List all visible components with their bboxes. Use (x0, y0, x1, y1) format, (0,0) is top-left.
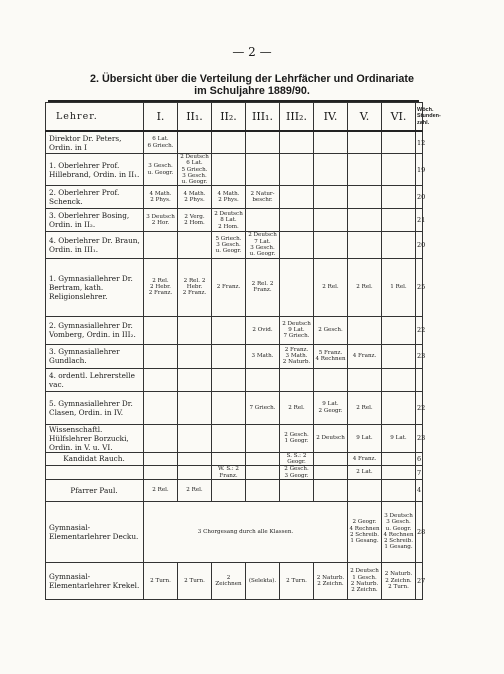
teacher-name: Kandidat Rauch. (46, 452, 144, 466)
teacher-name: 2. Gymnasiallehrer Dr. Vomberg, Ordin. in III₂. (46, 316, 144, 344)
cell-class-IV (314, 232, 348, 258)
weekly-hours: 20 (416, 186, 423, 209)
cell-class-III1 (246, 368, 280, 391)
cell-class-III1: 7 Griech. (246, 391, 280, 424)
cell-class-III2 (280, 209, 314, 232)
weekly-hours: 27 (416, 562, 423, 599)
cell-class-I (144, 452, 178, 466)
cell-class-IV: 5 Franz. 4 Rechnen (314, 344, 348, 368)
cell-class-II2 (212, 344, 246, 368)
cell-class-VI (382, 368, 416, 391)
cell-class-IV (314, 154, 348, 186)
cell-class-VI (382, 232, 416, 258)
cell-class-II2 (212, 131, 246, 154)
cell-class-V (348, 479, 382, 501)
cell-class-I (144, 424, 178, 452)
cell-class-V: 4 Franz. (348, 452, 382, 466)
weekly-hours: 23 (416, 344, 423, 368)
cell-class-V: 2 Geogr. 4 Rechnen 2 Schreib. 1 Gesang. (348, 501, 382, 562)
cell-class-III2 (280, 232, 314, 258)
cell-class-VI (382, 186, 416, 209)
cell-class-II2 (212, 154, 246, 186)
cell-class-III1 (246, 154, 280, 186)
weekly-hours (416, 368, 423, 391)
cell-class-VI (382, 479, 416, 501)
table-row (46, 479, 423, 501)
cell-class-II2: 2 Deutsch 8 Lat. 2 Hom. (212, 209, 246, 232)
cell-class-III1 (246, 466, 280, 480)
cell-class-III1: (Selekta). (246, 562, 280, 599)
header-row (46, 103, 423, 132)
cell-class-III1: 2 Rel. 2 Franz. (246, 258, 280, 316)
cell-class-V: 2 Rel. (348, 391, 382, 424)
cell-class-III2: 2 Gesch. 1 Geogr. (280, 424, 314, 452)
teacher-name: Pfarrer Paul. (46, 479, 144, 501)
cell-class-III2: 2 Rel. (280, 391, 314, 424)
cell-class-II2 (212, 316, 246, 344)
cell-class-I: 3 Chorgesang durch alle Klassen. (144, 501, 348, 562)
teacher-name: 4. ordentl. Lehrerstelle vac. (46, 368, 144, 391)
header-class-IV: IV. (314, 103, 348, 132)
weekly-hours: 12 (416, 131, 423, 154)
header-class-III2: III₂. (280, 103, 314, 132)
cell-class-II1: 2 Turn. (178, 562, 212, 599)
cell-class-VI (382, 391, 416, 424)
table-row (46, 131, 423, 154)
page-number: — 2 — (232, 45, 272, 59)
cell-class-VI (382, 466, 416, 480)
table-row (46, 209, 423, 232)
teacher-name: Gymnasial-Elementarlehrer Decku. (46, 501, 144, 562)
header-class-VI: VI. (382, 103, 416, 132)
cell-class-VI (382, 316, 416, 344)
cell-class-VI: 3 Deutsch 3 Gesch. u. Geogr. 4 Rechnen 2 Schreib. 1 Gesang. (382, 501, 416, 562)
cell-class-VI: 1 Rel. (382, 258, 416, 316)
cell-class-III1 (246, 131, 280, 154)
teaching-distribution-table (45, 102, 441, 600)
teacher-name: 5. Gymnasiallehrer Dr. Clasen, Ordin. in IV. (46, 391, 144, 424)
cell-class-I: 3 Deutsch 2 Hor. (144, 209, 178, 232)
cell-class-IV: 2 Rel. (314, 258, 348, 316)
teacher-name: 1. Oberlehrer Prof. Hillebrand, Ordin. in II₁. (46, 154, 144, 186)
cell-class-III2: 2 Deutsch 9 Lat. 7 Griech. (280, 316, 314, 344)
cell-class-III2 (280, 368, 314, 391)
cell-class-II2: W. S.: 2 Franz. (212, 466, 246, 480)
cell-class-II1: 2 Deutsch 6 Lat. 5 Griech. 3 Gesch. u. Geogr. (178, 154, 212, 186)
cell-class-V (348, 316, 382, 344)
cell-class-II1 (178, 424, 212, 452)
cell-class-IV: 2 Gesch. (314, 316, 348, 344)
table-row (46, 466, 423, 480)
cell-class-III2 (280, 154, 314, 186)
document-title: 2. Übersicht über die Verteilung der Lehrfächer und Ordinariate (90, 73, 414, 85)
cell-class-III1 (246, 209, 280, 232)
cell-class-IV (314, 452, 348, 466)
cell-class-I: 2 Rel. 2 Hebr. 2 Franz. (144, 258, 178, 316)
cell-class-II1 (178, 316, 212, 344)
cell-class-VI (382, 344, 416, 368)
weekly-hours: 20 (416, 232, 423, 258)
cell-class-V (348, 209, 382, 232)
weekly-hours: 7 (416, 466, 423, 480)
table-row (46, 186, 423, 209)
cell-class-I (144, 344, 178, 368)
table-row (46, 316, 423, 344)
cell-class-IV (314, 479, 348, 501)
cell-class-II1 (178, 466, 212, 480)
cell-class-II1 (178, 344, 212, 368)
table-row (46, 562, 423, 599)
cell-class-II2 (212, 368, 246, 391)
weekly-hours: 6 (416, 452, 423, 466)
teacher-name: Wissenschaftl. Hülfslehrer Borzucki, Ordin. in V. u. VI. (46, 424, 144, 452)
cell-class-II2: 2 Zeichnen (212, 562, 246, 599)
teacher-name (46, 466, 144, 480)
cell-class-III2 (280, 186, 314, 209)
cell-class-II1: 2 Verg. 2 Hom. (178, 209, 212, 232)
cell-class-III1: 2 Deutsch 7 Lat. 3 Gesch. u. Geogr. (246, 232, 280, 258)
cell-class-III1 (246, 479, 280, 501)
cell-class-I (144, 316, 178, 344)
cell-class-II1 (178, 368, 212, 391)
cell-class-II1 (178, 391, 212, 424)
cell-class-I (144, 232, 178, 258)
header-class-V: V. (348, 103, 382, 132)
cell-class-IV (314, 186, 348, 209)
cell-class-V (348, 131, 382, 154)
cell-class-III2: 2 Franz. 3 Math. 2 Naturb. (280, 344, 314, 368)
cell-class-I: 2 Turn. (144, 562, 178, 599)
teacher-name: Gymnasial-Elementarlehrer Krekel. (46, 562, 144, 599)
cell-class-III2 (280, 479, 314, 501)
weekly-hours: 25 (416, 258, 423, 316)
weekly-hours: 22 (416, 391, 423, 424)
cell-class-IV: 9 Lat. 2 Geogr. (314, 391, 348, 424)
cell-class-III1 (246, 424, 280, 452)
cell-class-II1: 4 Math. 2 Phys. (178, 186, 212, 209)
cell-class-III1: 2 Ovid. (246, 316, 280, 344)
cell-class-V (348, 232, 382, 258)
header-lehrer: Lehrer. (46, 103, 144, 132)
cell-class-V (348, 368, 382, 391)
cell-class-II2 (212, 452, 246, 466)
header-class-I: I. (144, 103, 178, 132)
cell-class-III2 (280, 131, 314, 154)
header-class-III1: III₁. (246, 103, 280, 132)
cell-class-III1 (246, 452, 280, 466)
cell-class-II2: 4 Math. 2 Phys. (212, 186, 246, 209)
cell-class-II2 (212, 479, 246, 501)
cell-class-VI: 2 Naturb. 2 Zeichn. 2 Turn. (382, 562, 416, 599)
cell-class-I: 6 Lat. 6 Griech. (144, 131, 178, 154)
teacher-name: 3. Gymnasiallehrer Gundlach. (46, 344, 144, 368)
cell-class-II1: 2 Rel. (178, 479, 212, 501)
cell-class-II1 (178, 131, 212, 154)
cell-class-IV (314, 466, 348, 480)
cell-class-III2: 2 Turn. (280, 562, 314, 599)
teacher-name: 2. Oberlehrer Prof. Schenck. (46, 186, 144, 209)
cell-class-II1: 2 Rel. 2 Hebr. 2 Franz. (178, 258, 212, 316)
header-class-II2: II₂. (212, 103, 246, 132)
table-row (46, 391, 423, 424)
cell-class-III2 (280, 258, 314, 316)
document-subtitle: im Schuljahre 1889/90. (194, 85, 310, 97)
cell-class-VI (382, 131, 416, 154)
cell-class-V: 2 Rel. (348, 258, 382, 316)
cell-class-IV: 2 Deutsch (314, 424, 348, 452)
cell-class-IV (314, 368, 348, 391)
cell-class-I (144, 466, 178, 480)
cell-class-V: 4 Franz. (348, 344, 382, 368)
cell-class-II1 (178, 232, 212, 258)
cell-class-III2: S. S.: 2 Geogr. (280, 452, 314, 466)
cell-class-VI: 9 Lat. (382, 424, 416, 452)
table-row (46, 154, 423, 186)
cell-class-IV (314, 131, 348, 154)
cell-class-II2: 5 Griech. 3 Gesch. u. Geogr. (212, 232, 246, 258)
teacher-name: 4. Oberlehrer Dr. Braun, Ordin. in III₁. (46, 232, 144, 258)
cell-class-II2 (212, 391, 246, 424)
weekly-hours: 22 (416, 316, 423, 344)
cell-class-IV: 2 Naturb. 2 Zeichn. (314, 562, 348, 599)
teacher-name: 3. Oberlehrer Bosing, Ordin. in II₂. (46, 209, 144, 232)
weekly-hours: 21 (416, 209, 423, 232)
table-row (46, 258, 423, 316)
table-row (46, 501, 423, 562)
cell-class-I (144, 391, 178, 424)
cell-class-I: 3 Gesch. u. Geogr. (144, 154, 178, 186)
weekly-hours: 28 (416, 501, 423, 562)
cell-class-V (348, 186, 382, 209)
cell-class-V (348, 154, 382, 186)
cell-class-VI (382, 452, 416, 466)
cell-class-I (144, 368, 178, 391)
cell-class-IV (314, 209, 348, 232)
weekly-hours: 19 (416, 154, 423, 186)
weekly-hours: 23 (416, 424, 423, 452)
table-row (46, 368, 423, 391)
table-row (46, 232, 423, 258)
table-row (46, 452, 423, 466)
cell-class-II2: 2 Franz. (212, 258, 246, 316)
cell-class-III2: 2 Gesch. 3 Geogr. (280, 466, 314, 480)
cell-class-III1: 2 Natur- beschr. (246, 186, 280, 209)
table-row (46, 424, 423, 452)
header-class-II1: II₁. (178, 103, 212, 132)
cell-class-I: 4 Math. 2 Phys. (144, 186, 178, 209)
teacher-name: 1. Gymnasiallehrer Dr. Bertram, kath. Religionslehrer. (46, 258, 144, 316)
table-row (46, 344, 423, 368)
cell-class-I: 2 Rel. (144, 479, 178, 501)
teacher-name: Direktor Dr. Peters, Ordin. in I (46, 131, 144, 154)
cell-class-III1: 3 Math. (246, 344, 280, 368)
cell-class-V: 2 Deutsch 1 Gesch. 2 Naturb. 2 Zeichn. (348, 562, 382, 599)
header-weekly-hours: Wöch. Stunden- zahl. (416, 103, 423, 132)
cell-class-V: 9 Lat. (348, 424, 382, 452)
cell-class-VI (382, 209, 416, 232)
cell-class-II2 (212, 424, 246, 452)
weekly-hours: 4 (416, 479, 423, 501)
cell-class-VI (382, 154, 416, 186)
cell-class-V: 2 Lat. (348, 466, 382, 480)
cell-class-II1 (178, 452, 212, 466)
